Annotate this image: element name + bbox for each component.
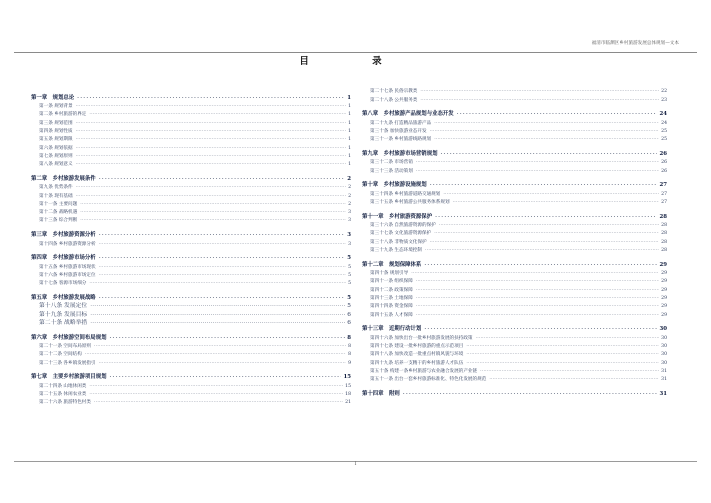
dot-leader <box>403 390 658 396</box>
toc-section-entry[interactable] <box>31 238 351 246</box>
toc-section-entry[interactable] <box>362 245 667 253</box>
page-ref: 1 <box>348 104 351 110</box>
dot-leader <box>424 325 657 331</box>
page-ref: 8 <box>348 352 351 358</box>
page-ref: 29 <box>659 261 667 268</box>
dot-leader <box>99 175 346 181</box>
page-ref: 8 <box>347 334 351 341</box>
toc-section-entry[interactable] <box>31 159 351 167</box>
dot-leader <box>90 311 345 317</box>
dot-leader <box>416 303 659 308</box>
toc-chapter-entry[interactable] <box>31 288 351 301</box>
section-title: 第三十九条 生态环境控制 <box>370 248 422 254</box>
dot-leader <box>434 230 659 235</box>
section-title: 第二十条 战略举措 <box>39 319 88 326</box>
section-title: 第三十二条 市场营销 <box>370 160 413 166</box>
dot-leader <box>489 376 659 381</box>
toc-section-entry[interactable] <box>362 284 667 292</box>
page-ref: 31 <box>661 377 667 383</box>
toc-section-entry[interactable] <box>31 207 351 215</box>
toc-section-entry[interactable] <box>362 268 667 276</box>
page-ref: 31 <box>659 391 667 397</box>
toc-chapter-entry[interactable] <box>362 320 667 333</box>
section-title: 第十八条 发展定位 <box>39 303 88 310</box>
dot-leader <box>90 302 345 308</box>
page-ref: 1 <box>347 94 351 101</box>
toc-section-entry[interactable] <box>362 94 667 102</box>
toc-chapter-entry[interactable] <box>31 169 351 182</box>
dot-leader <box>76 161 346 166</box>
section-title: 第二十三条 各乡镇发展指引 <box>39 360 96 366</box>
page-ref: 28 <box>661 223 667 229</box>
toc-section-entry[interactable] <box>31 349 351 357</box>
page-ref: 5 <box>348 281 351 287</box>
page-ref: 30 <box>661 344 667 350</box>
toc-section-entry[interactable] <box>31 341 351 349</box>
section-title: 第四十二条 政策保障 <box>370 287 413 293</box>
chapter-title: 第十二章 规划保障体系 <box>362 261 422 268</box>
toc-right-column <box>362 86 667 397</box>
toc-section-entry[interactable] <box>31 389 351 397</box>
section-title: 第四十八条 加快改造一批重点村镇风貌与环境 <box>370 352 464 358</box>
section-title: 第四十四条 资金保障 <box>370 304 413 310</box>
toc-section-entry[interactable] <box>362 117 667 125</box>
page-ref: 5 <box>348 272 351 278</box>
page-ref: 25 <box>661 128 667 134</box>
page-ref: 29 <box>661 296 667 302</box>
toc-section-entry[interactable] <box>31 134 351 142</box>
page-ref: 2 <box>348 185 351 191</box>
section-title: 第五条 规划期限 <box>39 137 73 143</box>
page-ref: 22 <box>661 89 667 95</box>
section-title: 第二十二条 空间结构 <box>39 352 82 358</box>
toc-chapter-entry[interactable] <box>362 207 667 220</box>
section-title: 第十九条 发展目标 <box>39 311 88 318</box>
page-ref: 29 <box>661 312 667 318</box>
section-title: 第十条 现有基础 <box>39 193 73 199</box>
section-title: 第三十七条 文化旅游资源保护 <box>370 231 432 237</box>
section-title: 第三十一条 乡村旅游线路规划 <box>370 137 432 143</box>
dot-leader <box>109 373 341 379</box>
page-ref: 27 <box>661 191 667 197</box>
page-ref: 2 <box>348 201 351 207</box>
section-title: 第二条 乡村旅游的界定 <box>39 112 87 118</box>
page-number: I <box>354 462 357 467</box>
toc-section-entry[interactable] <box>362 332 667 340</box>
toc-section-entry[interactable] <box>31 151 351 159</box>
page-ref: 29 <box>661 279 667 285</box>
dot-leader <box>457 110 658 116</box>
dot-leader <box>80 201 346 206</box>
toc-chapter-entry[interactable] <box>31 225 351 238</box>
toc-section-entry[interactable] <box>31 357 351 365</box>
dot-leader <box>94 343 346 348</box>
chapter-title: 第十章 乡村旅游设施规划 <box>362 182 427 189</box>
dot-leader <box>466 360 659 365</box>
chapter-title: 第八章 乡村旅游产品规划与业态开发 <box>362 111 454 118</box>
section-title: 第六条 规划依据 <box>39 145 73 151</box>
section-title: 第二十七条 民俗宗教类 <box>370 89 418 95</box>
dot-leader <box>434 120 659 125</box>
toc-chapter-entry[interactable] <box>31 328 351 341</box>
toc-section-entry[interactable] <box>31 215 351 223</box>
dot-leader <box>411 270 659 275</box>
dot-leader <box>89 111 346 116</box>
section-title: 第十五条 乡村旅游市场现状 <box>39 264 96 270</box>
chapter-title: 第九章 乡村旅游市场营销规划 <box>362 151 438 158</box>
section-title: 第四十三条 土地保障 <box>370 296 413 302</box>
toc-section-entry[interactable] <box>362 126 667 134</box>
page-ref: 30 <box>661 360 667 366</box>
toc-section-entry[interactable] <box>362 366 667 374</box>
section-title: 第八条 规划意义 <box>39 162 73 168</box>
dot-leader <box>416 312 659 317</box>
toc-section-entry[interactable] <box>362 86 667 94</box>
dot-leader <box>425 247 659 252</box>
toc-section-entry[interactable] <box>362 374 667 382</box>
dot-leader <box>80 217 346 222</box>
section-title: 第四十六条 加快出台一批乡村旅游发展的扶持政策 <box>370 335 473 341</box>
toc-chapter-entry[interactable] <box>362 105 667 118</box>
toc-chapter-entry[interactable] <box>362 384 667 397</box>
dot-leader <box>443 191 659 196</box>
dot-leader <box>420 97 659 102</box>
page-ref: 21 <box>345 400 351 406</box>
dot-leader <box>476 335 660 340</box>
section-title: 第二十五条 休闲农业类 <box>39 392 87 397</box>
toc-chapter-entry[interactable] <box>31 368 351 381</box>
section-title: 第四十七条 建设一批乡村旅游的重点示范项目 <box>370 344 464 350</box>
page-ref: 9 <box>348 360 351 366</box>
toc-chapter-entry[interactable] <box>362 144 667 157</box>
section-title: 第二十六条 旅游特色村类 <box>39 400 91 406</box>
dot-leader <box>99 294 346 300</box>
dot-leader <box>99 272 346 277</box>
dot-leader <box>77 94 345 100</box>
dot-leader <box>430 128 660 133</box>
dot-leader <box>453 199 660 204</box>
dot-leader <box>89 383 343 388</box>
section-title: 第三十四条 乡村旅游道路交通规划 <box>370 191 441 197</box>
page-ref: 5 <box>347 303 351 310</box>
toc-section-entry[interactable] <box>362 236 667 244</box>
toc-section-entry[interactable] <box>31 101 351 109</box>
chapter-title: 第六章 乡村旅游空间布局规划 <box>31 334 107 341</box>
toc-section-entry[interactable] <box>31 199 351 207</box>
page-ref: 25 <box>661 137 667 143</box>
page-ref: 1 <box>348 162 351 168</box>
toc-section-entry[interactable] <box>31 270 351 278</box>
toc-section-entry[interactable] <box>362 228 667 236</box>
dot-leader <box>434 136 659 141</box>
dot-leader <box>99 264 346 269</box>
dot-leader <box>480 368 659 373</box>
section-title: 第十七条 客源市场细分 <box>39 281 87 287</box>
document-header-title: 福清市临渊区乡村旅游发展总体规划—文本 <box>591 41 679 46</box>
section-title: 第十一条 主要问题 <box>39 201 78 207</box>
dot-leader <box>109 334 345 340</box>
section-title: 第二十四条 山地休闲类 <box>39 383 87 389</box>
dot-leader <box>76 193 346 198</box>
chapter-title: 第十一章 乡村旅游资源保护 <box>362 213 433 220</box>
dot-leader <box>85 351 346 356</box>
section-title: 第九条 优势条件 <box>39 185 73 191</box>
chapter-title: 第二章 乡村旅游发展条件 <box>31 175 96 182</box>
page-ref: 23 <box>661 97 667 103</box>
dot-leader <box>420 88 659 93</box>
dot-leader <box>99 241 346 246</box>
section-title: 第十二条 战略机遇 <box>39 210 78 216</box>
page-ref: 6 <box>347 319 351 326</box>
toc-title: 目 录 <box>299 56 412 67</box>
page-ref: 28 <box>661 231 667 237</box>
page-ref: 2 <box>348 193 351 199</box>
toc-chapter-entry[interactable] <box>362 255 667 268</box>
chapter-title: 第十四章 附则 <box>362 391 400 397</box>
toc-section-entry[interactable] <box>31 397 351 405</box>
page-ref: 1 <box>348 153 351 159</box>
dot-leader <box>416 168 659 173</box>
page-ref: 3 <box>348 210 351 216</box>
dot-leader <box>430 239 660 244</box>
section-title: 第七条 规划原则 <box>39 153 73 159</box>
page-ref: 5 <box>348 264 351 270</box>
toc-section-entry[interactable] <box>362 197 667 205</box>
page-ref: 24 <box>661 120 667 126</box>
page-ref: 24 <box>659 111 667 118</box>
dot-leader <box>440 150 657 156</box>
toc-section-entry[interactable] <box>362 341 667 349</box>
toc-section-entry[interactable] <box>31 182 351 190</box>
page-ref: 28 <box>661 239 667 245</box>
dot-leader <box>439 222 659 227</box>
page-ref: 29 <box>661 304 667 310</box>
dot-leader <box>99 254 346 260</box>
page-ref: 30 <box>661 352 667 358</box>
toc-section-entry[interactable] <box>362 293 667 301</box>
toc-section-entry[interactable] <box>31 278 351 286</box>
page-ref: 1 <box>348 128 351 134</box>
toc-section-entry[interactable] <box>362 165 667 173</box>
section-title: 第十四条 乡村旅游资源分析 <box>39 241 96 247</box>
dot-leader <box>89 391 343 396</box>
page-ref: 29 <box>661 271 667 277</box>
toc-section-entry[interactable] <box>362 220 667 228</box>
page-ref: 6 <box>347 311 351 318</box>
page-ref: 27 <box>661 200 667 206</box>
toc-section-entry[interactable] <box>31 190 351 198</box>
toc-section-entry[interactable] <box>362 134 667 142</box>
page-ref: 1 <box>348 112 351 118</box>
page-ref: 28 <box>659 213 667 220</box>
toc-section-entry[interactable] <box>362 309 667 317</box>
page-ref: 26 <box>661 160 667 166</box>
dot-leader <box>416 159 659 164</box>
dot-leader <box>76 184 346 189</box>
dot-leader <box>416 278 659 283</box>
toc-chapter-entry[interactable] <box>31 88 351 101</box>
dot-leader <box>466 351 659 356</box>
page-ref: 1 <box>348 137 351 143</box>
page-ref: 26 <box>659 151 667 158</box>
toc-section-entry[interactable] <box>31 318 351 326</box>
page-ref: 3 <box>347 232 351 239</box>
section-title: 第四十五条 人才保障 <box>370 312 413 318</box>
toc-section-entry[interactable] <box>362 357 667 365</box>
dot-leader <box>94 399 343 404</box>
toc-chapter-entry[interactable] <box>362 176 667 189</box>
toc-section-entry[interactable] <box>362 301 667 309</box>
page-ref: 3 <box>348 218 351 224</box>
section-title: 第二十八条 公共服务类 <box>370 97 418 103</box>
page-ref: 26 <box>661 168 667 174</box>
page-ref: 31 <box>661 368 667 374</box>
page-ref: 27 <box>659 182 667 189</box>
page-ref: 3 <box>348 241 351 247</box>
section-title: 第十六条 乡村旅游市场定位 <box>39 272 96 278</box>
dot-leader <box>430 181 658 187</box>
section-title: 第三十三条 活动策划 <box>370 168 413 174</box>
toc-section-entry[interactable] <box>362 188 667 196</box>
dot-leader <box>466 343 659 348</box>
chapter-title: 第三章 乡村旅游资源分析 <box>31 232 96 239</box>
section-title: 第四十一条 组织保障 <box>370 279 413 285</box>
page-ref: 8 <box>348 344 351 350</box>
section-title: 第五十条 构建一条乡村旅游与农业融合发展的产业链 <box>370 368 478 374</box>
dot-leader <box>76 103 346 108</box>
page-ref: 18 <box>345 392 351 397</box>
page-ref: 28 <box>661 248 667 254</box>
chapter-title: 第七章 主要乡村旅游项目规划 <box>31 374 107 381</box>
chapter-title: 第十三章 近期行动计划 <box>362 326 422 333</box>
section-title: 第十三条 综合判断 <box>39 218 78 224</box>
toc-section-entry[interactable] <box>31 261 351 269</box>
chapter-title: 第四章 乡村旅游市场分析 <box>31 255 96 262</box>
dot-leader <box>99 231 346 237</box>
section-title: 第五十一条 出台一套乡村旅游标准化、特色化发展的规范 <box>370 377 487 383</box>
dot-leader <box>76 145 346 150</box>
toc-section-entry[interactable] <box>31 142 351 150</box>
page-ref: 29 <box>661 287 667 293</box>
dot-leader <box>99 360 346 365</box>
page-ref: 1 <box>348 120 351 126</box>
toc-section-entry[interactable] <box>31 117 351 125</box>
dot-leader <box>416 287 659 292</box>
chapter-title: 第五章 乡村旅游发展战略 <box>31 295 96 302</box>
toc-section-entry[interactable] <box>31 109 351 117</box>
toc-left-column <box>31 86 351 405</box>
toc-section-entry[interactable] <box>362 276 667 284</box>
dot-leader <box>416 295 659 300</box>
toc-chapter-entry[interactable] <box>31 249 351 262</box>
section-title: 第四十九条 培养一支精干的乡村旅游人才队伍 <box>370 360 464 366</box>
dot-leader <box>435 213 657 219</box>
dot-leader <box>76 136 346 141</box>
dot-leader <box>76 153 346 158</box>
page-ref: 30 <box>661 335 667 341</box>
page-ref: 15 <box>345 383 351 389</box>
page-ref: 15 <box>343 374 351 381</box>
dot-leader <box>90 319 345 325</box>
toc-section-entry[interactable] <box>31 380 351 388</box>
page-ref: 5 <box>347 295 351 302</box>
dot-leader <box>80 209 346 214</box>
dot-leader <box>76 128 346 133</box>
toc-section-entry[interactable] <box>31 126 351 134</box>
page-ref: 1 <box>348 145 351 151</box>
toc-section-entry[interactable] <box>362 157 667 165</box>
section-title: 第四十条 规划引导 <box>370 271 409 277</box>
dot-leader <box>89 280 346 285</box>
section-title: 第一条 规划背景 <box>39 104 73 110</box>
dot-leader <box>76 120 346 125</box>
section-title: 第二十九条 打造精品旅游产品 <box>370 120 432 126</box>
page-ref: 2 <box>347 175 351 182</box>
section-title: 第三十八条 非物质文化保护 <box>370 239 427 245</box>
section-title: 第三条 规划范围 <box>39 120 73 126</box>
section-title: 第四条 规划性质 <box>39 128 73 134</box>
dot-leader <box>424 261 657 267</box>
section-title: 第二十一条 空间布局原则 <box>39 344 91 350</box>
chapter-title: 第一章 规划总论 <box>31 94 75 101</box>
page-ref: 30 <box>659 326 667 333</box>
toc-section-entry[interactable] <box>362 349 667 357</box>
section-title: 第三十六条 自然旅游资源的保护 <box>370 223 436 229</box>
page-ref: 5 <box>347 255 351 262</box>
section-title: 第三十条 加快旅游业态开发 <box>370 128 427 134</box>
section-title: 第三十五条 乡村旅游公共服务体系规划 <box>370 200 450 206</box>
